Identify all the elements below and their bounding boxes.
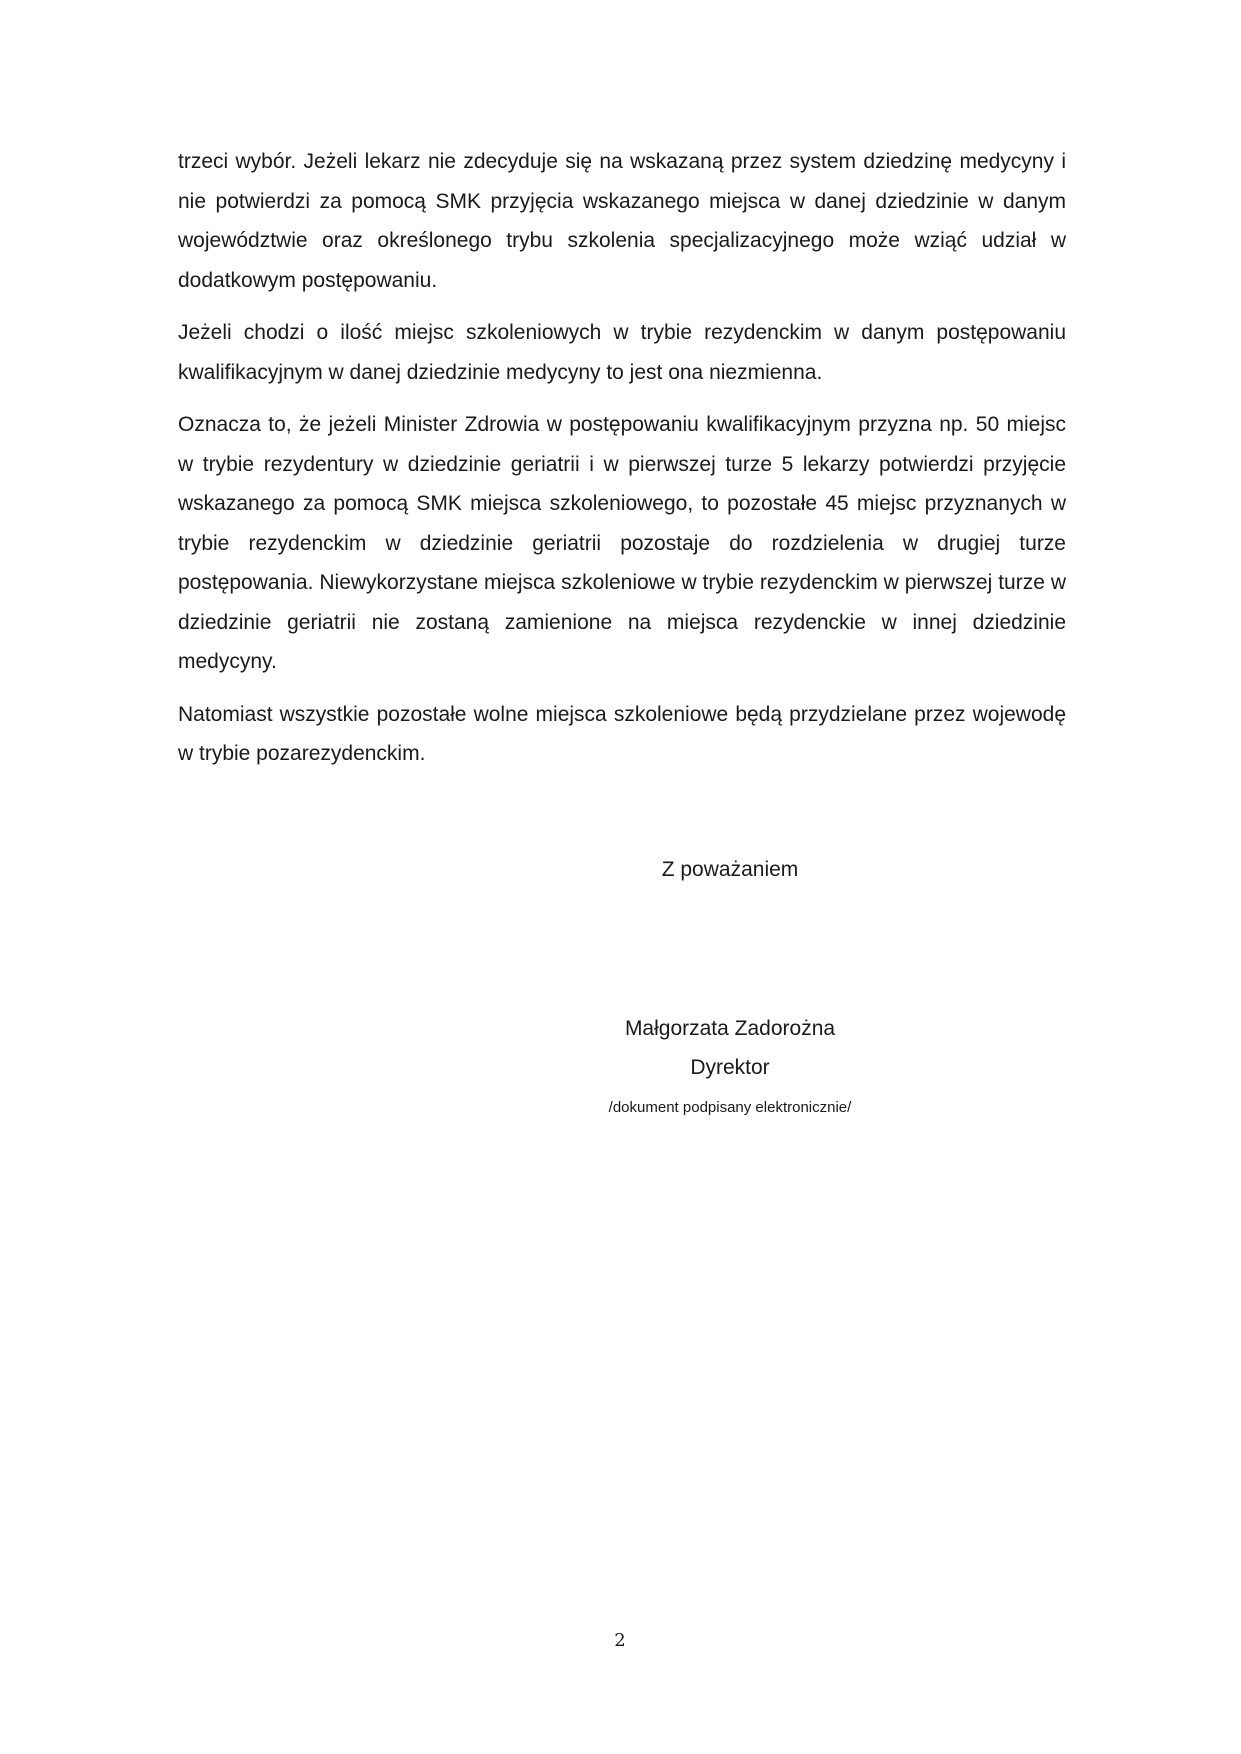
paragraph-3: Oznacza to, że jeżeli Minister Zdrowia w postępowaniu kwalifikacyjnym przyzna np. 50 miejsc w trybie rezydentury w dziedzinie geriatrii i w pierwszej turze 5 lekarzy potwierdzi przyjęcie wskazanego za pomocą SMK miejsca szkoleniowego, to pozostałe 45 miejsc przyznanych w trybie rezydenckim w dziedzinie geriatrii pozostaje do rozdzielenia w drugiej turze postępowania. Niewykorzystane miejsca szkoleniowe w trybie rezydenckim w pierwszej turze w dziedzinie geriatrii nie zostaną zamienione na miejsca rezydenckie w innej dziedzinie medycyny. xyxy=(178,413,1066,673)
paragraph-4: Natomiast wszystkie pozostałe wolne miejsca szkoleniowe będą przydzielane przez wojewodę w trybie pozarezydenckim. xyxy=(178,702,1066,765)
signer-title: Dyrektor xyxy=(690,1056,770,1079)
page-number: 2 xyxy=(614,1630,626,1651)
signer-name: Małgorzata Zadorożna xyxy=(624,1017,836,1040)
electronic-signature-note: /dokument podpisany elektronicznie/ xyxy=(608,1099,852,1116)
paragraph-2: Jeżeli chodzi o ilość miejsc szkoleniowych w trybie rezydenckim w danym postępowaniu kwalifikacyjnym w danej dziedzinie medycyny to jest ona niezmienna. xyxy=(178,321,1066,384)
paragraph-1: trzeci wybór. Jeżeli lekarz nie zdecyduje się na wskazaną przez system dziedzinę medycyny i nie potwierdzi za pomocą SMK przyjęcia wskazanego miejsca w danej dziedzinie w danym województwie oraz określonego trybu szkolenia specjalizacyjnego może wziąć udział w dodatkowym postępowaniu. xyxy=(178,150,1066,292)
closing-greeting: Z poważaniem xyxy=(661,858,799,881)
letter-body xyxy=(178,142,1066,787)
